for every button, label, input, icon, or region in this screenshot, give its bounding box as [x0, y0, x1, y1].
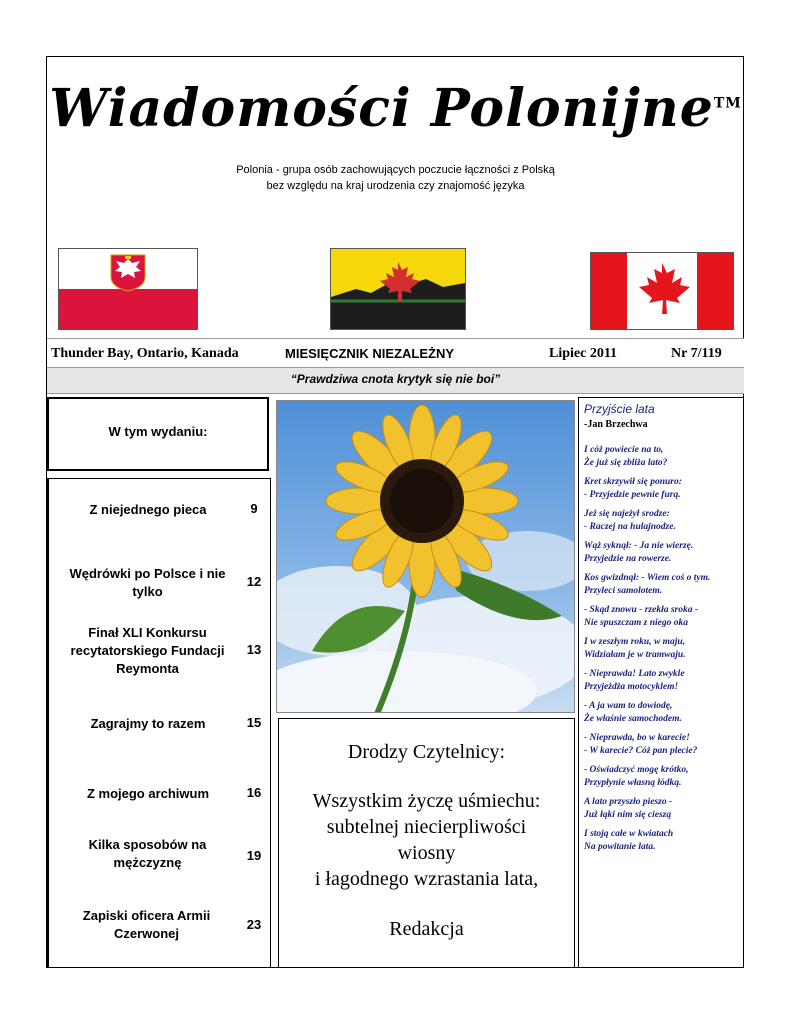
- poem-stanza: I stoją całe w kwiatach Na powitanie lata.: [584, 829, 674, 852]
- toc-item-page: 15: [246, 715, 262, 730]
- poem-stanza: A lato przyszło pieszo - Już łąki nim się cieszą: [584, 797, 673, 820]
- greeting-line: subtelnej niecierpliwości: [326, 816, 527, 838]
- subtitle-line1: Polonia - grupa osób zachowujących poczucie łączności z Polską: [236, 164, 555, 176]
- toc-item-title: Zapiski oficera Armii Czerwonej: [82, 908, 211, 941]
- canada-flag: [590, 252, 734, 330]
- greeting-line: i łagodnego wzrastania lata,: [314, 868, 539, 890]
- toc-item-title: Wędrówki po Polsce i nie tylko: [69, 566, 226, 599]
- greeting-line: wiosny: [397, 842, 456, 864]
- subtitle: [0, 162, 791, 194]
- toc-list: [47, 478, 271, 968]
- issue-number: Nr 7/119: [671, 346, 722, 361]
- toc-item-page: 16: [246, 785, 262, 800]
- poem-stanza: Kret skrzywił się ponuro: - Przyjedzie pewnie furą.: [584, 477, 682, 500]
- subtitle-line2: bez względu na kraj urodzenia czy znajomość języka: [266, 180, 525, 192]
- sunflower-photo: [276, 400, 575, 713]
- publication-type: MIESIĘCZNIK NIEZALEŻNY: [285, 346, 455, 361]
- toc-item-title: Z mojego archiwum: [86, 786, 210, 801]
- poem-stanza: Jeż się najeżył srodze: - Raczej na hulajnodze.: [584, 509, 676, 532]
- poem-stanza: I w zeszłym roku, w maju, Widziałam je w tramwaju.: [584, 637, 686, 660]
- greeting-salutation: Drodzy Czytelnicy:: [347, 741, 506, 763]
- toc-heading: W tym wydaniu:: [108, 424, 208, 439]
- poem-stanza: Kos gwizdnął: - Wiem coś o tym. Przyleci samolotem.: [584, 573, 711, 596]
- poem-stanza: Wąż syknął: - Ja nie wierzę. Przyjedzie na rowerze.: [584, 541, 694, 564]
- poem-stanza: - Nieprawda, bo w karecie! - W karecie? Cóż pan plecie?: [584, 733, 698, 756]
- issue-info-row: [47, 338, 744, 368]
- poem-title: Przyjście lata: [584, 402, 655, 416]
- toc-item-page: 12: [246, 574, 262, 589]
- masthead-title: [0, 78, 791, 139]
- poem-box: [578, 397, 744, 968]
- toc-item-title: Z niejednego pieca: [89, 502, 207, 517]
- poem-stanza: - Nieprawda! Lato zwykle Przyjeżdża motocyklem!: [584, 669, 685, 692]
- poem-stanza: I cóż powiecie na to, Że już się zbliża lato?: [584, 445, 668, 468]
- toc-item-title: Zagrajmy to razem: [90, 716, 206, 731]
- greeting-box: [278, 718, 575, 968]
- masthead-title-text: Wiadomości Polonijne: [49, 78, 714, 139]
- toc-item-page: 9: [250, 501, 258, 516]
- motto: “Prawdziwa cnota krytyk się nie boi”: [47, 368, 744, 394]
- toc-item-title: Finał XLI Konkursu recytatorskiego Fundacji Reymonta: [70, 625, 225, 676]
- poem-stanza: - A ja wam to dowiodę, Że właśnie samochodem.: [584, 701, 682, 724]
- poland-flag: [58, 248, 198, 330]
- toc-item-title: Kilka sposobów na mężczyznę: [88, 837, 207, 870]
- toc-item-page: 23: [246, 917, 262, 932]
- greeting-line: Wszystkim życzę uśmiechu:: [312, 790, 541, 812]
- poem-stanza: - Skąd znowu - rzekła sroka - Nie spuszczam z niego oka: [584, 605, 699, 628]
- poem-author: -Jan Brzechwa: [584, 419, 648, 430]
- issue-date: Lipiec 2011: [549, 346, 618, 361]
- trademark: TM: [713, 95, 742, 112]
- greeting-signature: Redakcja: [389, 918, 464, 940]
- location: Thunder Bay, Ontario, Kanada: [51, 346, 239, 361]
- poland-eagle-icon: [111, 255, 145, 291]
- poem-stanza: - Oświadczyć mogę krótko, Przypłynie własną łódką.: [584, 765, 689, 788]
- toc-item-page: 19: [246, 848, 262, 863]
- thunder-bay-flag: [330, 248, 466, 330]
- toc-heading-box: [47, 397, 269, 471]
- toc-item-page: 13: [246, 642, 262, 657]
